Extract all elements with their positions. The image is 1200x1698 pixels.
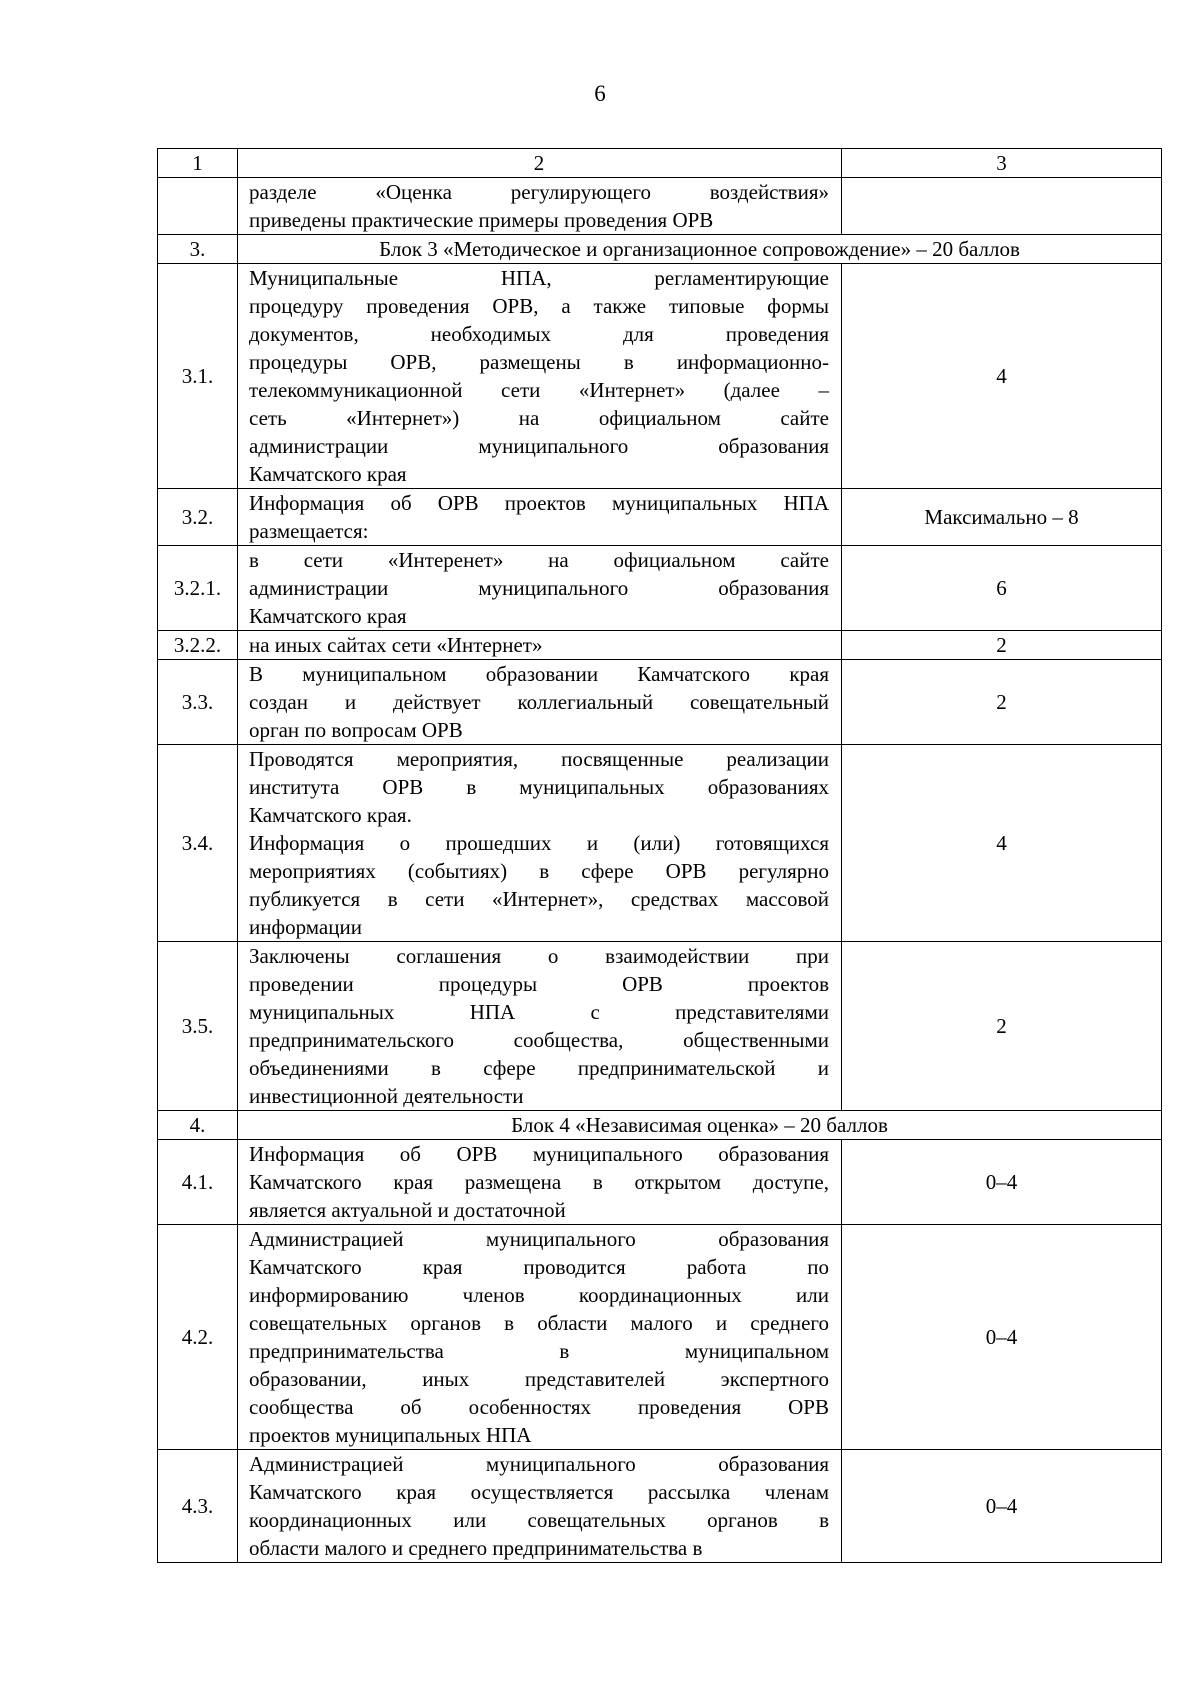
- continuation-row: [158, 178, 1162, 235]
- text-line: сеть «Интернет») на официальном сайте: [249, 406, 829, 430]
- text-line: на иных сайтах сети «Интернет»: [249, 633, 543, 657]
- criterion-text: [238, 264, 842, 489]
- text-line: института ОРВ в муниципальных образованиях: [249, 775, 829, 799]
- header-col-2: 2: [238, 149, 842, 178]
- row-number: 3.5.: [158, 942, 238, 1111]
- text-line: сообщества об особенностях проведения ОРВ: [249, 1395, 829, 1419]
- text-line: мероприятиях (событиях) в сфере ОРВ регулярно: [249, 859, 829, 883]
- criterion-text: [238, 178, 842, 235]
- text-line: инвестиционной деятельности: [249, 1084, 524, 1108]
- row-number: 3.1.: [158, 264, 238, 489]
- table-header-row: [158, 149, 1162, 178]
- score-value: 2: [842, 660, 1162, 745]
- row-number: 4.3.: [158, 1450, 238, 1563]
- criterion-row: [158, 745, 1162, 942]
- criterion-row: [158, 1140, 1162, 1225]
- score-value: 4: [842, 745, 1162, 942]
- text-line: Заключены соглашения о взаимодействии при: [249, 944, 829, 968]
- score-value: 6: [842, 546, 1162, 631]
- text-line: документов, необходимых для проведения: [249, 322, 829, 346]
- block-heading-row: [158, 1111, 1162, 1140]
- text-line: проведении процедуры ОРВ проектов: [249, 972, 829, 996]
- row-number: 4.1.: [158, 1140, 238, 1225]
- text-line: области малого и среднего предпринимательства в: [249, 1536, 703, 1560]
- page-number: 6: [594, 81, 606, 106]
- text-line: Камчатского края осуществляется рассылка членам: [249, 1480, 829, 1504]
- score-value: 2: [842, 631, 1162, 660]
- block-title: Блок 3 «Методическое и организационное сопровождение» – 20 баллов: [238, 235, 1162, 264]
- criterion-text: [238, 546, 842, 631]
- criteria-table: [157, 148, 1162, 1563]
- row-number: 4.2.: [158, 1225, 238, 1450]
- score-value: 0–4: [842, 1225, 1162, 1450]
- block-title: Блок 4 «Независимая оценка» – 20 баллов: [238, 1111, 1162, 1140]
- text-line: совещательных органов в области малого и среднего: [249, 1311, 829, 1335]
- row-number: 3.2.2.: [158, 631, 238, 660]
- score-value: 0–4: [842, 1450, 1162, 1563]
- text-line: Муниципальные НПА, регламентирующие: [249, 266, 829, 290]
- row-number: 3.2.: [158, 489, 238, 546]
- text-line: информации: [249, 915, 362, 939]
- text-line: публикуется в сети «Интернет», средствах массовой: [249, 887, 829, 911]
- criterion-text: [238, 660, 842, 745]
- criterion-row: [158, 1450, 1162, 1563]
- text-line: создан и действует коллегиальный совещательный: [249, 690, 829, 714]
- text-line: В муниципальном образовании Камчатского края: [249, 662, 829, 686]
- criterion-row: [158, 942, 1162, 1111]
- text-line: администрации муниципального образования: [249, 576, 829, 600]
- text-line: Камчатского края размещена в открытом доступе,: [249, 1170, 829, 1194]
- text-line: предпринимательского сообщества, общественными: [249, 1028, 829, 1052]
- row-number: [158, 178, 238, 235]
- text-line: является актуальной и достаточной: [249, 1198, 566, 1222]
- text-line: в сети «Интеренет» на официальном сайте: [249, 548, 829, 572]
- text-line: предпринимательства в муниципальном: [249, 1339, 829, 1363]
- text-line: процедуры ОРВ, размещены в информационно-: [249, 350, 829, 374]
- text-line: орган по вопросам ОРВ: [249, 718, 463, 742]
- text-line: Камчатского края: [249, 462, 407, 486]
- text-line: Информация о прошедших и (или) готовящихся: [249, 831, 829, 855]
- block-heading-row: [158, 235, 1162, 264]
- row-number: 3.: [158, 235, 238, 264]
- row-number: 4.: [158, 1111, 238, 1140]
- criterion-row: [158, 546, 1162, 631]
- text-line: координационных или совещательных органов в: [249, 1508, 829, 1532]
- header-col-1: 1: [158, 149, 238, 178]
- text-line: Администрацией муниципального образования: [249, 1452, 829, 1476]
- text-line: приведены практические примеры проведения ОРВ: [249, 208, 714, 232]
- criterion-row: [158, 1225, 1162, 1450]
- text-line: образовании, иных представителей экспертного: [249, 1367, 829, 1391]
- text-line: администрации муниципального образования: [249, 434, 829, 458]
- text-line: Камчатского края проводится работа по: [249, 1255, 829, 1279]
- criterion-text: [238, 942, 842, 1111]
- criterion-text: [238, 1225, 842, 1450]
- criterion-row: [158, 631, 1162, 660]
- score-value: 4: [842, 264, 1162, 489]
- text-line: Камчатского края.: [249, 803, 412, 827]
- criterion-text: [238, 631, 842, 660]
- text-line: разделе «Оценка регулирующего воздействия»: [249, 180, 829, 204]
- criterion-row: [158, 660, 1162, 745]
- row-number: 3.4.: [158, 745, 238, 942]
- criterion-row: [158, 264, 1162, 489]
- text-line: объединениями в сфере предпринимательской и: [249, 1056, 829, 1080]
- criterion-row: [158, 489, 1162, 546]
- text-line: Информация об ОРВ проектов муниципальных НПА: [249, 491, 829, 515]
- score-value: Максимально – 8: [842, 489, 1162, 546]
- criteria-table-body: [158, 149, 1162, 1563]
- criterion-text: [238, 1450, 842, 1563]
- text-line: процедуру проведения ОРВ, а также типовые формы: [249, 294, 829, 318]
- text-line: информированию членов координационных или: [249, 1283, 829, 1307]
- criterion-text: [238, 489, 842, 546]
- text-line: Администрацией муниципального образования: [249, 1227, 829, 1251]
- text-line: проектов муниципальных НПА: [249, 1423, 532, 1447]
- text-line: размещается:: [249, 519, 369, 543]
- row-number: 3.3.: [158, 660, 238, 745]
- header-col-3: 3: [842, 149, 1162, 178]
- text-line: телекоммуникационной сети «Интернет» (далее –: [249, 378, 829, 402]
- score-value: [842, 178, 1162, 235]
- criterion-text: [238, 1140, 842, 1225]
- row-number: 3.2.1.: [158, 546, 238, 631]
- criterion-text: [238, 745, 842, 942]
- text-line: Проводятся мероприятия, посвященные реализации: [249, 747, 829, 771]
- score-value: 0–4: [842, 1140, 1162, 1225]
- text-line: Информация об ОРВ муниципального образования: [249, 1142, 829, 1166]
- text-line: Камчатского края: [249, 604, 407, 628]
- score-value: 2: [842, 942, 1162, 1111]
- text-line: муниципальных НПА с представителями: [249, 1000, 829, 1024]
